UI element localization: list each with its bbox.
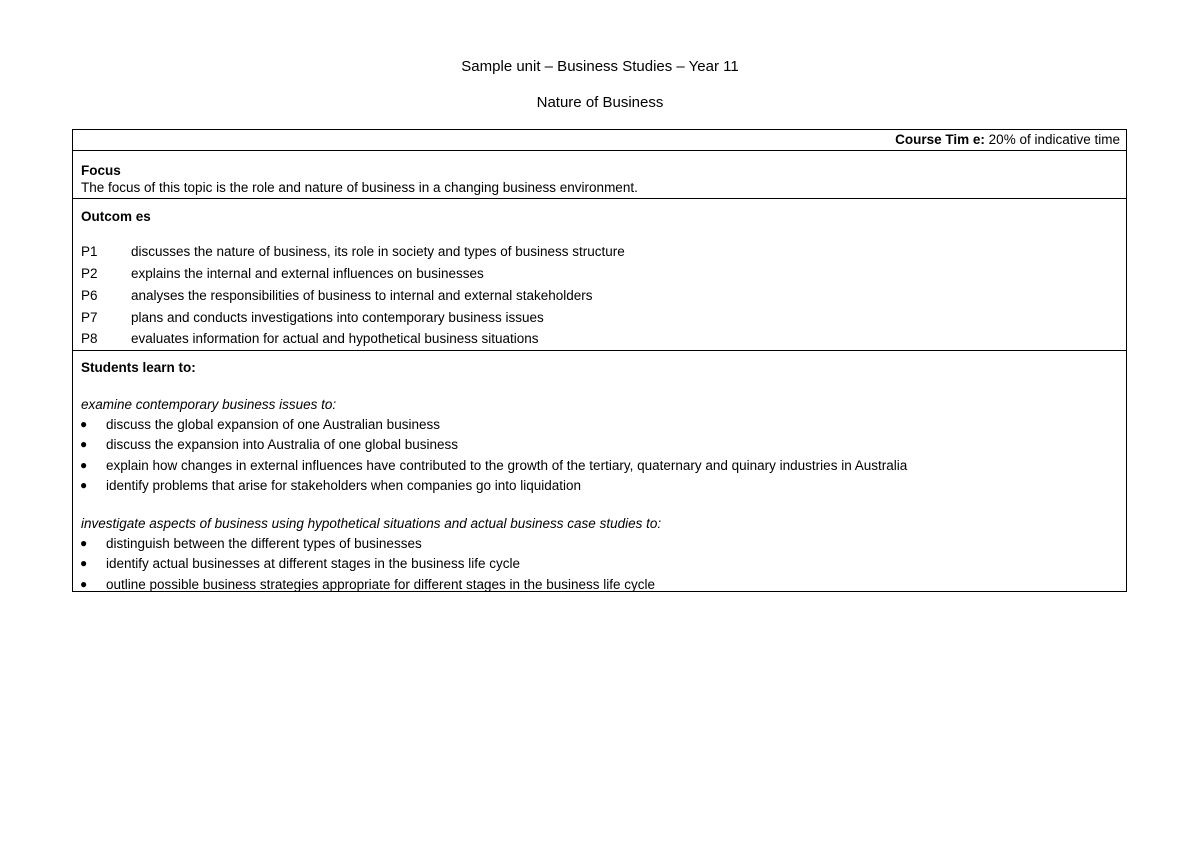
bullet-icon: ●	[80, 478, 88, 492]
outcome-code: P7	[81, 310, 98, 325]
course-time	[895, 132, 1120, 147]
group-intro: investigate aspects of business using hypothetical situations and actual business case studies to:	[81, 516, 662, 531]
outcomes-heading: Outcom es	[81, 209, 151, 224]
course-time-row	[73, 130, 1126, 151]
focus-heading: Focus	[81, 163, 121, 178]
students-learn-row	[73, 350, 1126, 591]
bullet-icon: ●	[80, 437, 88, 451]
outcome-code: P8	[81, 331, 98, 346]
bullet-item: outline possible business strategies appropriate for different stages in the business life cycle	[106, 577, 656, 592]
bullet-icon: ●	[80, 536, 88, 550]
focus-text: The focus of this topic is the role and nature of business in a changing business environment.	[81, 180, 638, 195]
course-time-value: 20% of indicative time	[984, 132, 1120, 147]
bullet-item: distinguish between the different types of businesses	[106, 536, 422, 551]
bullet-item: discuss the expansion into Australia of one global business	[106, 437, 458, 452]
document-subtitle: Nature of Business	[536, 94, 664, 111]
focus-row	[73, 150, 1126, 199]
bullet-item: explain how changes in external influences have contributed to the growth of the tertiary, quaternary and quinary industries in Australia	[106, 458, 908, 473]
outcomes-row	[73, 198, 1126, 351]
outcome-code: P2	[81, 266, 98, 281]
outcome-text: plans and conducts investigations into contemporary business issues	[131, 310, 544, 325]
bullet-icon: ●	[80, 577, 88, 591]
outcome-text: discusses the nature of business, its role in society and types of business structure	[131, 244, 625, 259]
bullet-item: identify problems that arise for stakeholders when companies go into liquidation	[106, 478, 582, 493]
outcome-text: explains the internal and external influences on businesses	[131, 266, 484, 281]
bullet-item: identify actual businesses at different stages in the business life cycle	[106, 556, 520, 571]
group-intro: examine contemporary business issues to:	[81, 397, 337, 412]
outcome-code: P1	[81, 244, 98, 259]
outcome-text: evaluates information for actual and hypothetical business situations	[131, 331, 539, 346]
bullet-icon: ●	[80, 556, 88, 570]
bullet-icon: ●	[80, 458, 88, 472]
bullet-item: discuss the global expansion of one Australian business	[106, 417, 440, 432]
document-title: Sample unit – Business Studies – Year 11	[461, 58, 739, 75]
outcome-code: P6	[81, 288, 98, 303]
unit-table	[72, 129, 1127, 592]
bullet-icon: ●	[80, 417, 88, 431]
learn-heading: Students learn to:	[81, 360, 196, 375]
outcome-text: analyses the responsibilities of business to internal and external stakeholders	[131, 288, 593, 303]
course-time-label: Course Tim e:	[895, 132, 985, 147]
